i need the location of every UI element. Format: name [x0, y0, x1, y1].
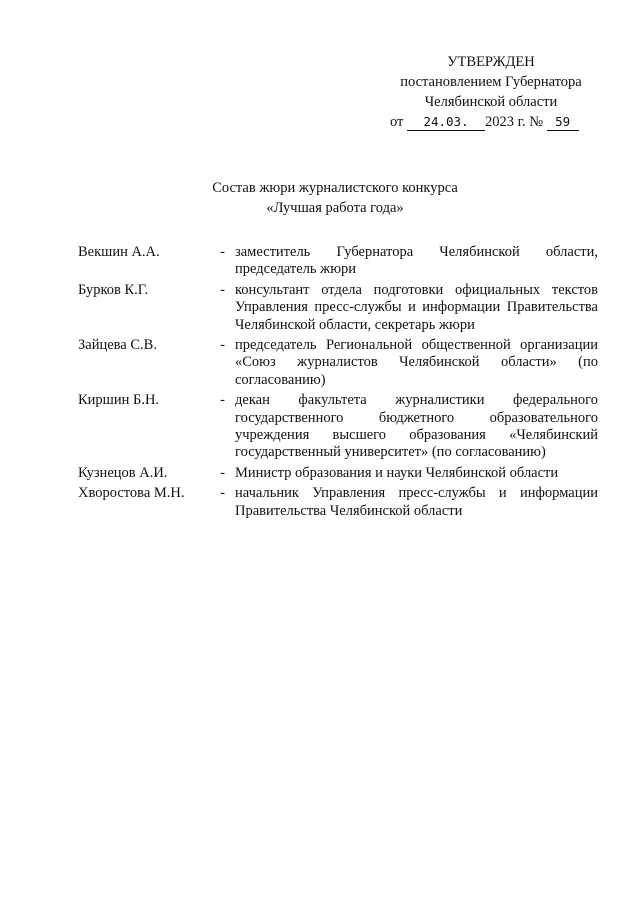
jury-members-list [78, 244, 598, 523]
member-role: декан факультета журналистики федерального государственного бюджетного образовательного учреждения высшего образования «Челябинский государственный университет» (по согласованию) [235, 392, 598, 461]
member-row [78, 282, 598, 334]
approval-date-line [386, 112, 596, 132]
member-role: начальник Управления пресс-службы и информации Правительства Челябинской области [235, 485, 598, 519]
approval-prefix: от [390, 114, 404, 130]
approval-date: 24.03. [407, 114, 485, 131]
document-title [0, 178, 640, 218]
member-name: Кузнецов А.И. [78, 464, 168, 481]
approval-region-line: Челябинской области [424, 94, 558, 110]
member-row [78, 392, 598, 462]
approval-number: 59 [547, 114, 579, 131]
member-dash: - [220, 281, 225, 298]
member-dash: - [220, 337, 225, 354]
member-name: Зайцева С.В. [78, 337, 157, 354]
member-name: Векшин А.А. [78, 244, 160, 260]
member-dash: - [220, 485, 225, 502]
member-role: Министр образования и науки Челябинской области [235, 464, 559, 481]
member-name: Киршин Б.Н. [78, 392, 160, 409]
approval-heading: УТВЕРЖДЕН [447, 54, 535, 70]
member-dash: - [220, 244, 225, 260]
member-row [78, 465, 598, 482]
title-line-2: «Лучшая работа года» [266, 200, 404, 216]
member-row [78, 485, 598, 520]
member-role: заместитель Губернатора Челябинской области, председатель жюри [235, 244, 598, 278]
approval-decree-line: постановлением Губернатора [400, 74, 582, 90]
member-dash: - [220, 464, 225, 481]
member-row [78, 244, 598, 279]
member-name: Хворостова М.Н. [78, 485, 185, 502]
member-name: Бурков К.Г. [78, 281, 149, 298]
approval-year-text: 2023 г. № [485, 114, 544, 130]
member-row [78, 337, 598, 389]
member-role: консультант отдела подготовки официальных текстов Управления пресс-службы и информации Правительства Челябинской области, секретарь жюри [235, 281, 598, 333]
title-line-1: Состав жюри журналистского конкурса [212, 180, 458, 196]
member-dash: - [220, 392, 225, 409]
member-role: председатель Региональной общественной организации «Союз журналистов Челябинской области» (по согласованию) [235, 337, 598, 388]
approval-block [386, 52, 596, 132]
